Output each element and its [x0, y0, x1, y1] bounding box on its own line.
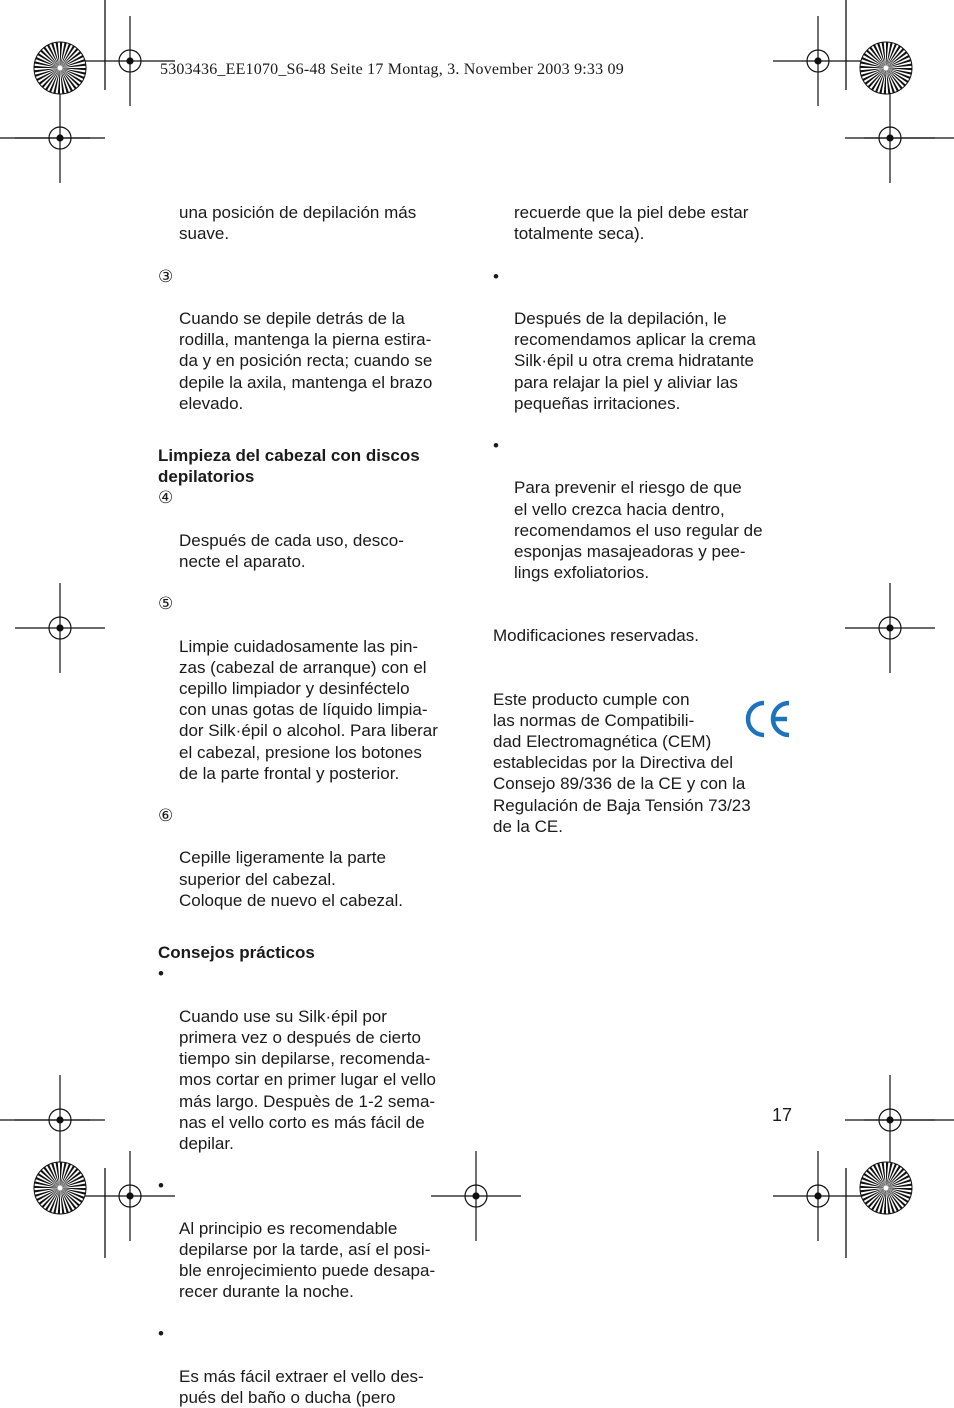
registration-mark-icon	[845, 93, 935, 183]
registration-mark-icon	[15, 1075, 105, 1165]
step-3-marker: ③	[158, 266, 174, 286]
tip-5	[493, 435, 798, 583]
cleaning-heading: Limpieza del cabezal con discos depilatorios	[158, 446, 420, 487]
step-5-marker: ⑤	[158, 594, 174, 614]
compliance-block	[493, 689, 798, 837]
bullet-marker: •	[493, 436, 499, 456]
step-6	[158, 805, 463, 911]
print-header: 5303436_EE1070_S6-48 Seite 17 Montag, 3. November 2003 9:33 09	[160, 61, 624, 78]
continued-text-right	[493, 181, 798, 245]
registration-mark-icon	[773, 16, 863, 106]
bullet-marker: •	[493, 266, 499, 286]
bullet-marker: •	[158, 964, 164, 984]
step-5	[158, 593, 463, 784]
tip-5-text: Para prevenir el riesgo de que el vello crezca hacia dentro, recomendamos el uso regular de esponjas masajeadoras y pee- lings exfoliatorios.	[514, 478, 763, 583]
tip-4-text: Después de la depilación, le recomendamos aplicar la crema Silk·épil u otra crema hidratante para relajar la piel y aliviar las pequeñas irritaciones.	[514, 309, 756, 413]
step-4-marker: ④	[158, 488, 174, 508]
registration-mark-icon	[845, 583, 935, 673]
tip-2	[158, 1175, 463, 1302]
starburst-target-icon	[860, 1162, 912, 1214]
step-6-marker: ⑥	[158, 806, 174, 826]
step-4-text: Después de cada uso, desco- necte el aparato.	[179, 530, 404, 572]
step-6-text: Cepille ligeramente la parte superior del cabezal. Coloque de nuevo el cabezal.	[179, 848, 403, 910]
tip-1-text: Cuando use su Silk·épil por primera vez o después de cierto tiempo sin depilarse, recomenda- mos cortar en primer lugar el vello más largo. Despuès de 1-2 sema- nas el vello corto es más fácil de depilar.	[179, 1006, 436, 1153]
tip-1	[158, 963, 463, 1154]
starburst-target-icon	[34, 42, 86, 94]
continued-text: una posición de depilación más suave.	[179, 203, 417, 244]
page-number: 17	[772, 1105, 793, 1125]
registration-mark-icon	[15, 583, 105, 673]
tip-2-text: Al principio es recomendable depilarse por la tarde, así el posi- ble enrojecimiento puede desapa- recer durante la noche.	[179, 1218, 436, 1302]
left-column	[158, 181, 463, 1408]
step-5-text: Limpie cuidadosamente las pin- zas (cabezal de arranque) con el cepillo limpiador y desinféctelo con unas gotas de líquido limpia- dor Silk·épil o alcohol. Para liberar el cabezal, presione los botones de la parte frontal y posterior.	[179, 636, 438, 783]
bullet-marker: •	[158, 1176, 164, 1196]
bullet-marker: •	[158, 1324, 164, 1344]
continued-text-left	[158, 181, 463, 245]
tip-4	[493, 266, 798, 414]
step-4	[158, 487, 463, 572]
modifications-note: Modificaciones reservadas.	[493, 626, 699, 646]
starburst-target-icon	[34, 1162, 86, 1214]
right-column	[493, 181, 798, 837]
ce-mark-icon	[743, 697, 793, 741]
compliance-text: Este producto cumple con las normas de Compatibili- dad Electromagnética (CEM) establecidas por la Directiva del Consejo 89/336 de la CE y con la Regulación de Baja Tensión 73/23 de la CE.	[493, 689, 751, 836]
tip-3	[158, 1323, 463, 1408]
registration-mark-icon	[773, 1151, 863, 1241]
starburst-target-icon	[860, 42, 912, 94]
registration-mark-icon	[845, 1075, 935, 1165]
registration-mark-icon	[15, 93, 105, 183]
continued-text: recuerde que la piel debe estar totalmente seca).	[514, 203, 749, 244]
tip-3-text: Es más fácil extraer el vello des- pués del baño o ducha (pero	[179, 1366, 424, 1407]
step-3-text: Cuando se depile detrás de la rodilla, mantenga la pierna estira- da y en posición recta; cuando se depile la axila, mantenga el brazo elevado.	[179, 309, 433, 413]
step-3	[158, 266, 463, 414]
tips-heading: Consejos prácticos	[158, 943, 315, 963]
